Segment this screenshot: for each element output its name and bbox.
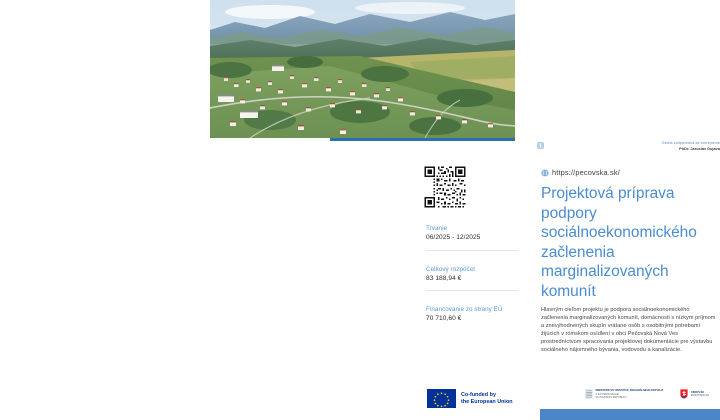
aerial-photo-village-illustration [210, 0, 515, 138]
fact-label: Celkový rozpočet [426, 265, 476, 273]
globe-icon [541, 169, 549, 177]
ministry-line-2: A INFORMATIZÁCIE [595, 392, 619, 396]
eu-logo-text [461, 392, 513, 405]
info-icon [537, 142, 544, 149]
fact-total-budget [426, 265, 526, 292]
fact-value: 83 188,94 € [426, 274, 462, 282]
slovakia-line-2: EUROPSKE.SK [690, 394, 710, 398]
fact-value: 70 710,60 € [426, 315, 462, 322]
website-url[interactable] [541, 168, 620, 177]
fact-eu-funding [426, 305, 526, 324]
slovakia-logo-text [691, 391, 709, 398]
hero-photo [210, 0, 515, 138]
ministry-line-1: MINISTERSTVO INVESTÍCIÍ, REGIONÁLNEHO ROZVOJA [595, 389, 664, 392]
fact-label: Financovanie zo strany EÚ [426, 306, 503, 313]
hero-bottom-rule [330, 138, 515, 141]
poster-sheet [205, 0, 720, 420]
ministry-logo-text [596, 389, 664, 399]
qr-code[interactable] [423, 165, 467, 209]
credit-lines [662, 141, 720, 152]
page-title: Projektová príprava podpory sociálnoekonomického začlenenia marginalizovaných komunít [541, 185, 697, 300]
project-facts [426, 224, 526, 324]
partner-slovakia [680, 389, 709, 399]
credit-label: Osoba zodpovedná za zverejnenie [661, 141, 720, 145]
url-text: https://pecovska.sk/ [552, 168, 620, 177]
eu-logo-line-2: the European Union [461, 398, 513, 405]
partner-logos [585, 389, 709, 399]
publication-credit [535, 141, 720, 159]
ministry-line-3: SLOVENSKEJ REPUBLIKY [595, 396, 628, 400]
fact-value: 06/2025 - 12/2025 [426, 234, 481, 241]
fact-divider [426, 250, 518, 251]
project-description: Hlavným cieľom projektu je podpora sociálnoekonomického začlenenia marginalizovaných komunít, domácnosti s nízkym príjmom a znevýhodnených skupín vrátane osôb s osobitnými potrebami žijúcich v rómskom osídlení v obci Pečovská Nová Ves prostredníctvom spracovania projektovej dokumentácie pre výstavbu sociálneho nájomného bývania, vodovodu a kanalizácie. [541, 307, 716, 354]
fact-duration [426, 224, 526, 251]
eu-logo-line-1: Co-funded by [461, 391, 496, 398]
slovakia-line-1: OBNOV.SK [690, 390, 705, 394]
credit-name: PhDr. Jaroslav Dujava [679, 146, 720, 151]
fact-label: Trvanie [426, 225, 448, 232]
eu-cofunded-logo [427, 389, 513, 408]
slovak-coat-of-arms-icon [680, 389, 688, 399]
ministry-emblem-icon [585, 389, 593, 399]
partner-ministry [585, 389, 663, 399]
bottom-accent-band [540, 409, 720, 420]
qr-code-glyph [423, 165, 467, 209]
fact-divider [426, 290, 518, 291]
eu-flag-icon [427, 389, 456, 408]
